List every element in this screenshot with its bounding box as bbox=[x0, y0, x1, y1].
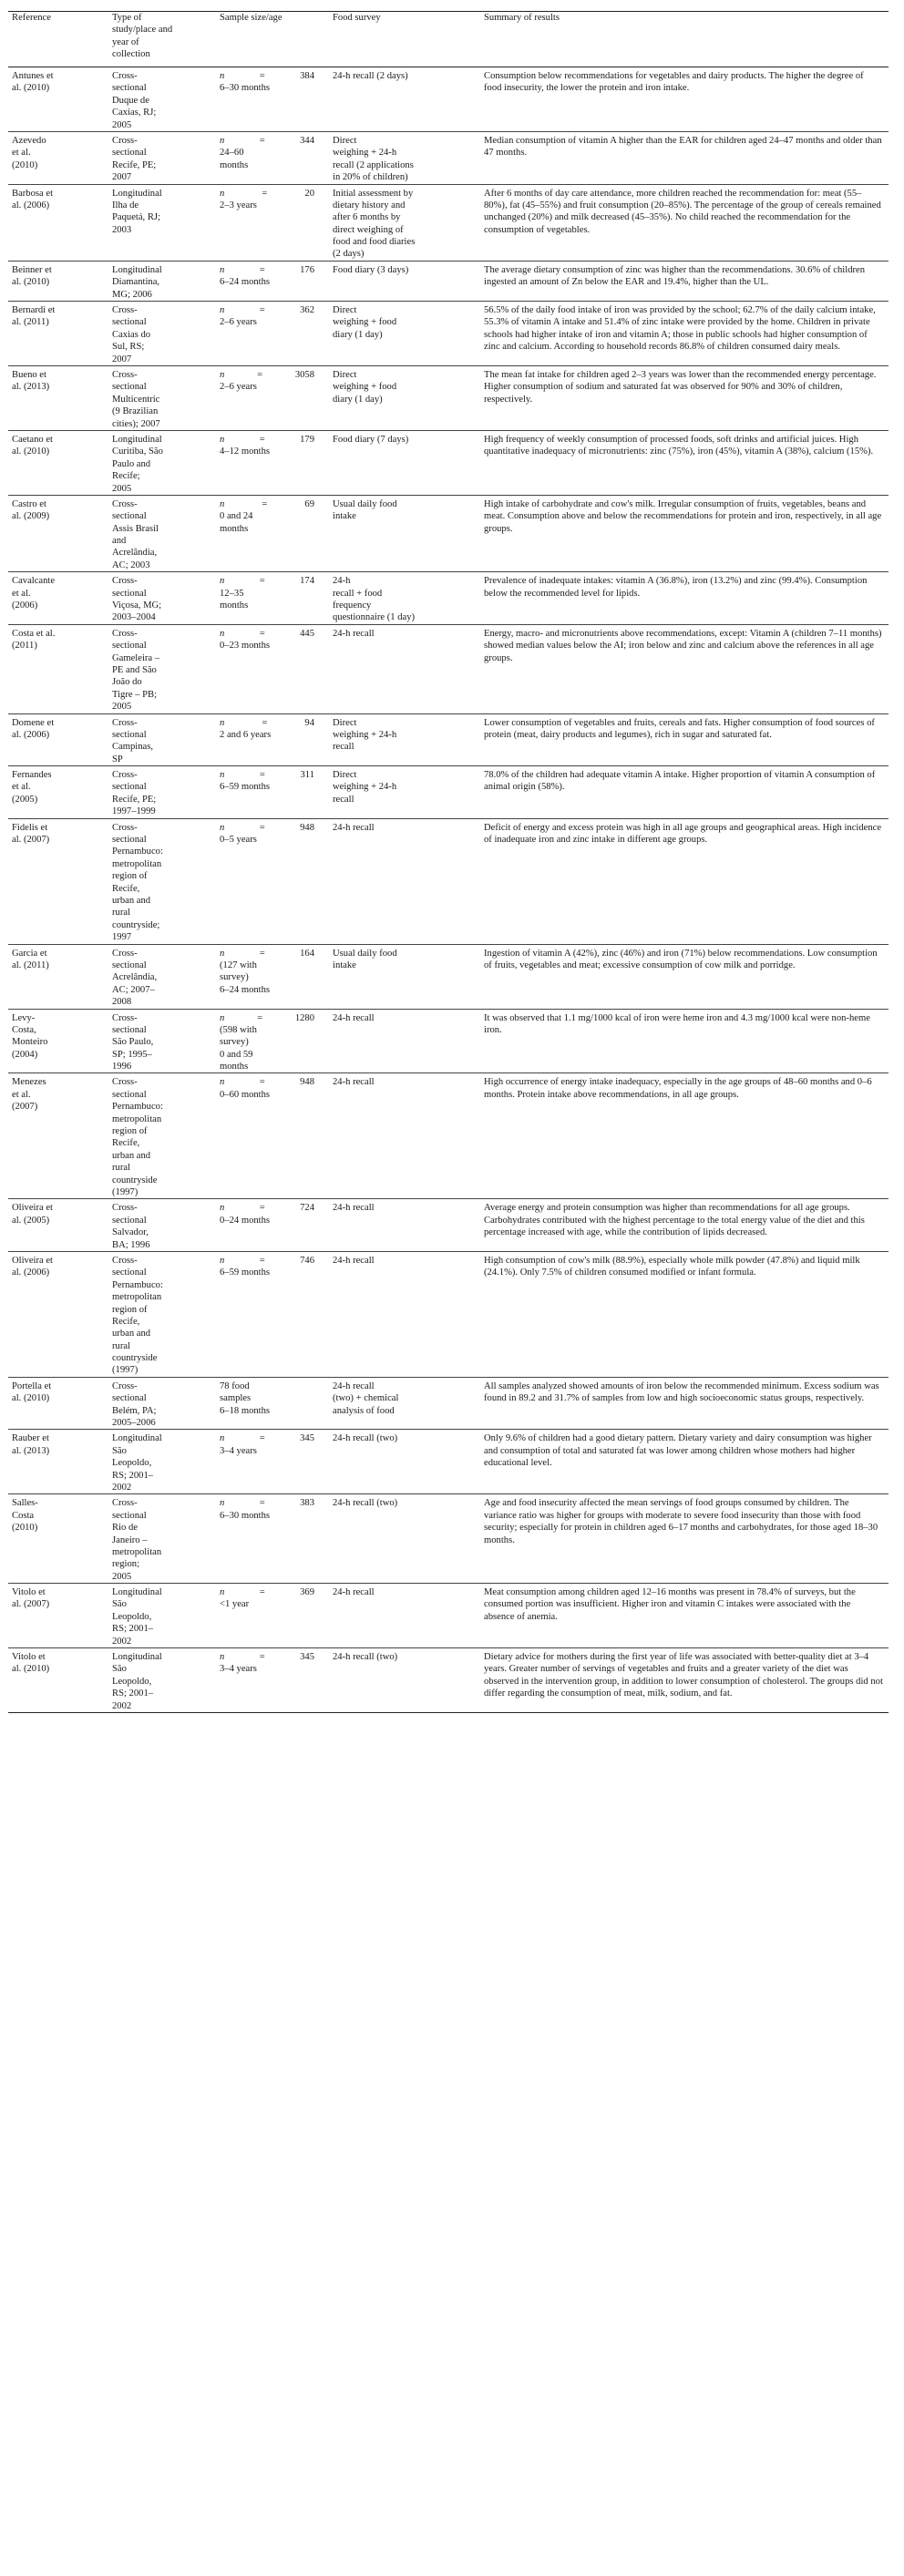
sample-age: 0 and 24 months bbox=[220, 511, 253, 534]
sample-size-cell bbox=[216, 430, 329, 495]
sample-size-cell bbox=[216, 302, 329, 366]
summary-cell: It was observed that 1.1 mg/1000 kcal of iron were heme iron and 4.3 mg/1000 kcal were non-heme iron. bbox=[480, 1009, 889, 1073]
study-type-cell: Longitudinal São Leopoldo, RS; 2001– 2002 bbox=[108, 1648, 216, 1713]
summary-cell: Consumption below recommendations for vegetables and dairy products. The higher the degree of food insecurity, the lower the protein and iron intake. bbox=[480, 67, 889, 132]
n-symbol: n bbox=[220, 1255, 225, 1266]
table-row bbox=[8, 365, 889, 430]
equals-symbol: = bbox=[262, 188, 268, 199]
sample-age: 24–60 months bbox=[220, 148, 249, 170]
summary-cell: After 6 months of day care attendance, more children reached the recommendation for: meat (55–80%), fat (45–55%) and fruit consumption (20–85%). The percentage of the group of cereals remained unchanged (20%) and milk decreased (45–35%). No child reached the recommendation for the consumption of vegetables. bbox=[480, 184, 889, 261]
table-row bbox=[8, 818, 889, 944]
study-type-cell: Cross- sectional Acrelândia, AC; 2007– 2008 bbox=[108, 944, 216, 1009]
table-row bbox=[8, 495, 889, 571]
sample-size-value: 174 bbox=[300, 576, 314, 587]
sample-size-value: 3058 bbox=[294, 369, 314, 380]
sample-size-line bbox=[220, 1651, 314, 1663]
sample-age: 0–5 years bbox=[220, 835, 257, 846]
n-symbol: n bbox=[220, 948, 225, 959]
header-study-type: Type of study/place and year of collection bbox=[108, 12, 216, 67]
study-type-cell: Longitudinal Ilha de Paquetá, RJ; 2003 bbox=[108, 184, 216, 261]
food-survey-cell: Food diary (3 days) bbox=[329, 261, 480, 301]
sample-size-value: 1280 bbox=[294, 1012, 314, 1023]
sample-size-value: 362 bbox=[300, 305, 314, 316]
n-symbol: n bbox=[220, 369, 225, 380]
sample-size-value: 345 bbox=[300, 1433, 314, 1444]
food-survey-cell: 24-h recall (two) bbox=[329, 1494, 480, 1584]
study-type-cell: Cross- sectional Campinas, SP bbox=[108, 713, 216, 766]
study-type-cell: Cross- sectional São Paulo, SP; 1995– 1996 bbox=[108, 1009, 216, 1073]
table-row bbox=[8, 67, 889, 132]
sample-age: 2–3 years bbox=[220, 200, 257, 210]
n-symbol: n bbox=[220, 434, 225, 445]
header-food-survey: Food survey bbox=[329, 12, 480, 67]
food-survey-cell: Direct weighing + 24-h recall (2 applications in 20% of children) bbox=[329, 131, 480, 184]
sample-size-line bbox=[220, 717, 314, 729]
sample-age: 2 and 6 years bbox=[220, 729, 272, 740]
sample-size-line bbox=[220, 304, 314, 316]
reference-cell: Azevedo et al. (2010) bbox=[8, 131, 108, 184]
sample-size-line bbox=[220, 628, 314, 640]
equals-symbol: = bbox=[262, 717, 268, 728]
sample-size-cell bbox=[216, 624, 329, 713]
sample-age: 0–60 months bbox=[220, 1089, 271, 1100]
food-survey-cell: 24-h recall (two) bbox=[329, 1430, 480, 1494]
food-survey-cell: 24-h recall bbox=[329, 624, 480, 713]
food-survey-cell: 24-h recall (two) bbox=[329, 1648, 480, 1713]
equals-symbol: = bbox=[259, 770, 265, 781]
reference-cell: Bueno et al. (2013) bbox=[8, 365, 108, 430]
header-row bbox=[8, 12, 889, 67]
equals-symbol: = bbox=[259, 1652, 265, 1663]
food-survey-cell: Direct weighing + food diary (1 day) bbox=[329, 302, 480, 366]
study-type-cell: Longitudinal São Leopoldo, RS; 2001– 2002 bbox=[108, 1430, 216, 1494]
equals-symbol: = bbox=[259, 1433, 265, 1444]
food-survey-cell: Direct weighing + food diary (1 day) bbox=[329, 365, 480, 430]
n-symbol: n bbox=[220, 135, 225, 146]
sample-size-line bbox=[220, 188, 314, 200]
table-row bbox=[8, 1073, 889, 1199]
n-symbol: n bbox=[220, 628, 225, 639]
table-row bbox=[8, 1430, 889, 1494]
equals-symbol: = bbox=[259, 434, 265, 445]
sample-size-cell bbox=[216, 131, 329, 184]
header-reference: Reference bbox=[8, 12, 108, 67]
summary-cell: The average dietary consumption of zinc was higher than the recommendations. 30.6% of children ingested an amount of Zn below the EAR and 19.4%, higher than the UL. bbox=[480, 261, 889, 301]
summary-cell: Only 9.6% of children had a good dietary pattern. Dietary variety and dairy consumption was higher and consumption of total and saturated fat was lower among children whose mothers had higher educational level. bbox=[480, 1430, 889, 1494]
sample-size-cell bbox=[216, 1494, 329, 1584]
n-symbol: n bbox=[220, 71, 225, 81]
summary-cell: High intake of carbohydrate and cow's milk. Irregular consumption of fruits, vegetables, beans and meat. Consumption above and below the recommendations for protein and iron, respectively, in all age groups. bbox=[480, 495, 889, 571]
summary-cell: High frequency of weekly consumption of processed foods, soft drinks and artificial juices. High quantitative inadequacy of micronutrients: zinc (75%), iron (45%), vitamin A (38%), calcium (15%). bbox=[480, 430, 889, 495]
equals-symbol: = bbox=[259, 71, 265, 81]
food-survey-cell: Initial assessment by dietary history and after 6 months by direct weighing of food and food diaries (2 days) bbox=[329, 184, 480, 261]
sample-size-line bbox=[220, 1202, 314, 1214]
reference-cell: Beinner et al. (2010) bbox=[8, 261, 108, 301]
sample-size-value: 369 bbox=[300, 1587, 314, 1598]
table-row bbox=[8, 624, 889, 713]
sample-size-cell bbox=[216, 495, 329, 571]
equals-symbol: = bbox=[262, 498, 268, 509]
sample-age: 3–4 years bbox=[220, 1445, 257, 1456]
table-row bbox=[8, 1009, 889, 1073]
reference-cell: Domene et al. (2006) bbox=[8, 713, 108, 766]
sample-age: 6–59 months bbox=[220, 1267, 271, 1278]
sample-size-cell bbox=[216, 1251, 329, 1377]
n-symbol: n bbox=[220, 576, 225, 587]
table-row bbox=[8, 1584, 889, 1648]
summary-cell: 78.0% of the children had adequate vitamin A intake. Higher proportion of vitamin A consumption of animal origin (58%). bbox=[480, 766, 889, 819]
sample-size-value: 176 bbox=[300, 264, 314, 275]
sample-size-value: 345 bbox=[300, 1652, 314, 1663]
n-symbol: n bbox=[220, 1012, 225, 1023]
summary-cell: High consumption of cow's milk (88.9%), especially whole milk powder (47.8%) and liquid milk (24.1%). Only 7.5% of children consumed modified or infant formula. bbox=[480, 1251, 889, 1377]
equals-symbol: = bbox=[259, 1077, 265, 1088]
sample-size-value: 384 bbox=[300, 71, 314, 81]
sample-size-line bbox=[220, 1432, 314, 1444]
header-summary: Summary of results bbox=[480, 12, 889, 67]
sample-age: 4–12 months bbox=[220, 446, 271, 457]
sample-size-line bbox=[220, 498, 314, 510]
sample-size-line bbox=[220, 1586, 314, 1598]
sample-size-value: 164 bbox=[300, 948, 314, 959]
sample-size-value: 20 bbox=[304, 188, 314, 199]
study-type-cell: Longitudinal São Leopoldo, RS; 2001– 2002 bbox=[108, 1584, 216, 1648]
equals-symbol: = bbox=[259, 576, 265, 587]
sample-age: 3–4 years bbox=[220, 1664, 257, 1675]
food-survey-cell: 24-h recall bbox=[329, 1073, 480, 1199]
sample-age: (127 with survey) 6–24 months bbox=[220, 960, 271, 995]
equals-symbol: = bbox=[259, 822, 265, 833]
summary-cell: Energy, macro- and micronutrients above recommendations, except: Vitamin A (children 7–11 months) showed median values below the AI; iron below and zinc and calcium above the references in all age groups. bbox=[480, 624, 889, 713]
sample-size-value: 948 bbox=[300, 1077, 314, 1088]
n-symbol: n bbox=[220, 770, 225, 781]
equals-symbol: = bbox=[259, 1203, 265, 1214]
study-type-cell: Cross- sectional Recife, PE; 2007 bbox=[108, 131, 216, 184]
sample-age: 2–6 years bbox=[220, 382, 257, 393]
sample-size-cell: 78 food samples 6–18 months bbox=[216, 1377, 329, 1430]
reference-cell: Menezes et al. (2007) bbox=[8, 1073, 108, 1199]
reference-cell: Fidelis et al. (2007) bbox=[8, 818, 108, 944]
sample-size-value: 344 bbox=[300, 135, 314, 146]
header-sample-size: Sample size/age bbox=[216, 12, 329, 67]
sample-age: 12–35 months bbox=[220, 588, 249, 611]
sample-size-line bbox=[220, 135, 314, 147]
study-type-cell: Cross- sectional Viçosa, MG; 2003–2004 bbox=[108, 572, 216, 625]
summary-cell: All samples analyzed showed amounts of iron below the recommended minimum. Excess sodium was found in 89.2 and 31.7% of samples from low and high socioeconomic status groups, respectively. bbox=[480, 1377, 889, 1430]
sample-size-cell bbox=[216, 1430, 329, 1494]
study-type-cell: Longitudinal Diamantina, MG; 2006 bbox=[108, 261, 216, 301]
summary-cell: Meat consumption among children aged 12–16 months was present in 78.4% of surveys, but the consumed portion was insufficient. Higher iron and vitamin C intakes were associated with the absence of anemia. bbox=[480, 1584, 889, 1648]
food-survey-cell: 24-h recall bbox=[329, 1199, 480, 1252]
equals-symbol: = bbox=[257, 1012, 263, 1023]
sample-size-cell bbox=[216, 1648, 329, 1713]
equals-symbol: = bbox=[259, 1498, 265, 1509]
reference-cell: Cavalcante et al. (2006) bbox=[8, 572, 108, 625]
summary-cell: Age and food insecurity affected the mean servings of food groups consumed by children. The variance ratio was higher for groups with moderate to severe food insecurity than those with food security; especially for protein in children aged 6–17 months and carbohydrates, for those aged 18–30 months. bbox=[480, 1494, 889, 1584]
sample-size-value: 94 bbox=[304, 717, 314, 728]
n-symbol: n bbox=[220, 305, 225, 316]
table-row bbox=[8, 131, 889, 184]
study-type-cell: Cross- sectional Pernambuco: metropolitan region of Recife, urban and rural countryside; 1997 bbox=[108, 818, 216, 944]
sample-size-cell bbox=[216, 261, 329, 301]
sample-size-line bbox=[220, 1255, 314, 1267]
studies-table-container bbox=[8, 11, 889, 1713]
reference-cell: Costa et al. (2011) bbox=[8, 624, 108, 713]
table-header bbox=[8, 12, 889, 67]
n-symbol: n bbox=[220, 822, 225, 833]
sample-size-cell bbox=[216, 1199, 329, 1252]
study-type-cell: Cross- sectional Caxias do Sul, RS; 2007 bbox=[108, 302, 216, 366]
sample-size-line bbox=[220, 575, 314, 587]
reference-cell: Oliveira et al. (2005) bbox=[8, 1199, 108, 1252]
sample-size-value: 311 bbox=[300, 770, 314, 781]
reference-cell: Bernardi et al. (2011) bbox=[8, 302, 108, 366]
sample-age: 2–6 years bbox=[220, 317, 257, 328]
sample-size-value: 179 bbox=[300, 434, 314, 445]
equals-symbol: = bbox=[257, 369, 263, 380]
food-survey-cell: 24-h recall bbox=[329, 818, 480, 944]
n-symbol: n bbox=[220, 498, 225, 509]
table-row bbox=[8, 944, 889, 1009]
n-symbol: n bbox=[220, 1652, 225, 1663]
sample-size-cell bbox=[216, 67, 329, 132]
food-survey-cell: Usual daily food intake bbox=[329, 944, 480, 1009]
table-row bbox=[8, 1648, 889, 1713]
food-survey-cell: 24-h recall bbox=[329, 1009, 480, 1073]
reference-cell: Antunes et al. (2010) bbox=[8, 67, 108, 132]
summary-cell: Deficit of energy and excess protein was high in all age groups and geographical areas. High incidence of inadequate iron and zinc intake in different age groups. bbox=[480, 818, 889, 944]
sample-size-line bbox=[220, 1076, 314, 1088]
reference-cell: Salles- Costa (2010) bbox=[8, 1494, 108, 1584]
n-symbol: n bbox=[220, 1433, 225, 1444]
sample-age: 0–24 months bbox=[220, 1215, 271, 1226]
reference-cell: Garcia et al. (2011) bbox=[8, 944, 108, 1009]
table-row bbox=[8, 184, 889, 261]
n-symbol: n bbox=[220, 1077, 225, 1088]
study-type-cell: Cross- sectional Rio de Janeiro – metropolitan region; 2005 bbox=[108, 1494, 216, 1584]
table-row bbox=[8, 766, 889, 819]
sample-age: 6–30 months bbox=[220, 1510, 271, 1521]
sample-age: 0–23 months bbox=[220, 641, 271, 652]
study-type-cell: Cross- sectional Salvador, BA; 1996 bbox=[108, 1199, 216, 1252]
food-survey-cell: 24-h recall (two) + chemical analysis of food bbox=[329, 1377, 480, 1430]
sample-size-line bbox=[220, 369, 314, 381]
n-symbol: n bbox=[220, 717, 225, 728]
sample-age: <1 year bbox=[220, 1599, 250, 1610]
summary-cell: Lower consumption of vegetables and fruits, cereals and fats. Higher consumption of food sources of protein (meat, dairy products and legumes), rich in sugar and saturated fat. bbox=[480, 713, 889, 766]
sample-size-cell bbox=[216, 1073, 329, 1199]
summary-cell: 56.5% of the daily food intake of iron was provided by the school; 62.7% of the daily calcium intake, 55.3% of vitamin A intake and 51.4% of zinc intake were provided by the home. Children in private schools had higher intake of iron and vitamin A; those in public schools had higher consumption of zinc and calcium. According to household records 86.8% of children consumed dairy meals. bbox=[480, 302, 889, 366]
food-survey-cell: 24-h recall (2 days) bbox=[329, 67, 480, 132]
sample-age: 6–59 months bbox=[220, 782, 271, 793]
summary-cell: Ingestion of vitamin A (42%), zinc (46%) and iron (71%) below recommendations. Low consumption of fruits, vegetables and meat; excessive consumption of cow milk and porridge. bbox=[480, 944, 889, 1009]
table-row bbox=[8, 1494, 889, 1584]
equals-symbol: = bbox=[259, 135, 265, 146]
equals-symbol: = bbox=[259, 948, 265, 959]
studies-table bbox=[8, 11, 889, 1713]
study-type-cell: Cross- sectional Gameleira – PE and São João do Tigre – PB; 2005 bbox=[108, 624, 216, 713]
sample-age: 6–24 months bbox=[220, 277, 271, 288]
sample-size-value: 69 bbox=[304, 498, 314, 509]
summary-cell: Dietary advice for mothers during the first year of life was associated with better-quality diet at 3–4 years. Greater number of servings of vegetables and fruits and a greater variety of the diet was observed in the intervention group, in addition to lower consumption of cholesterol. The groups did not differ regarding the consumption of meat, milk, sodium, and fat. bbox=[480, 1648, 889, 1713]
study-type-cell: Cross- sectional Pernambuco: metropolitan region of Recife, urban and rural countryside (1997) bbox=[108, 1251, 216, 1377]
study-type-cell: Cross- sectional Belém, PA; 2005–2006 bbox=[108, 1377, 216, 1430]
sample-size-line bbox=[220, 1497, 314, 1509]
summary-cell: The mean fat intake for children aged 2–3 years was lower than the recommended energy percentage. Higher consumption of sodium and saturated fat was observed for 90% and 30% of children, respectively. bbox=[480, 365, 889, 430]
table-row bbox=[8, 572, 889, 625]
reference-cell: Levy- Costa, Monteiro (2004) bbox=[8, 1009, 108, 1073]
table-row bbox=[8, 302, 889, 366]
n-symbol: n bbox=[220, 1587, 225, 1598]
equals-symbol: = bbox=[259, 1587, 265, 1598]
table-row bbox=[8, 713, 889, 766]
food-survey-cell: 24-h recall + food frequency questionnaire (1 day) bbox=[329, 572, 480, 625]
sample-size-cell bbox=[216, 944, 329, 1009]
sample-size-cell bbox=[216, 184, 329, 261]
table-row bbox=[8, 1377, 889, 1430]
n-symbol: n bbox=[220, 188, 225, 199]
sample-size-line bbox=[220, 948, 314, 960]
table-row bbox=[8, 1251, 889, 1377]
equals-symbol: = bbox=[259, 1255, 265, 1266]
reference-cell: Caetano et al. (2010) bbox=[8, 430, 108, 495]
study-type-cell: Cross- sectional Pernambuco: metropolitan region of Recife, urban and rural countryside (1997) bbox=[108, 1073, 216, 1199]
sample-size-cell bbox=[216, 1009, 329, 1073]
equals-symbol: = bbox=[259, 264, 265, 275]
food-survey-cell: Direct weighing + 24-h recall bbox=[329, 713, 480, 766]
study-type-cell: Cross- sectional Assis Brasil and Acrelândia, AC; 2003 bbox=[108, 495, 216, 571]
sample-size-value: 746 bbox=[300, 1255, 314, 1266]
summary-cell: Prevalence of inadequate intakes: vitamin A (36.8%), iron (13.2%) and zinc (99.4%). Consumption below the recommended level for lipids. bbox=[480, 572, 889, 625]
sample-size-cell bbox=[216, 572, 329, 625]
sample-size-line bbox=[220, 822, 314, 834]
n-symbol: n bbox=[220, 264, 225, 275]
sample-size-line bbox=[220, 264, 314, 276]
sample-age: 6–30 months bbox=[220, 83, 271, 94]
summary-cell: High occurrence of energy intake inadequacy, especially in the age groups of 48–60 months and 0–6 months. Protein intake above recommendations, in all age groups. bbox=[480, 1073, 889, 1199]
n-symbol: n bbox=[220, 1498, 225, 1509]
table-body bbox=[8, 67, 889, 1713]
table-row bbox=[8, 1199, 889, 1252]
n-symbol: n bbox=[220, 1203, 225, 1214]
summary-cell: Average energy and protein consumption was higher than recommendations for all age groups. Carbohydrates contributed with the highest percentage to the total energy value of the diet and this percentage increased with age, while the contribution of lipids decreased. bbox=[480, 1199, 889, 1252]
table-row bbox=[8, 261, 889, 301]
sample-size-value: 383 bbox=[300, 1498, 314, 1509]
food-survey-cell: Usual daily food intake bbox=[329, 495, 480, 571]
food-survey-cell: 24-h recall bbox=[329, 1251, 480, 1377]
food-survey-cell: Food diary (7 days) bbox=[329, 430, 480, 495]
reference-cell: Fernandes et al. (2005) bbox=[8, 766, 108, 819]
equals-symbol: = bbox=[259, 305, 265, 316]
sample-size-cell bbox=[216, 713, 329, 766]
sample-size-value: 948 bbox=[300, 822, 314, 833]
sample-size-cell bbox=[216, 365, 329, 430]
table-row bbox=[8, 430, 889, 495]
study-type-cell: Cross- sectional Multicentric (9 Brazilian cities); 2007 bbox=[108, 365, 216, 430]
sample-size-cell bbox=[216, 818, 329, 944]
study-type-cell: Cross- sectional Duque de Caxias, RJ; 2005 bbox=[108, 67, 216, 132]
sample-size-value: 445 bbox=[300, 628, 314, 639]
reference-cell: Barbosa et al. (2006) bbox=[8, 184, 108, 261]
food-survey-cell: Direct weighing + 24-h recall bbox=[329, 766, 480, 819]
sample-size-line bbox=[220, 434, 314, 446]
reference-cell: Oliveira et al. (2006) bbox=[8, 1251, 108, 1377]
sample-size-line bbox=[220, 1012, 314, 1024]
summary-cell: Median consumption of vitamin A higher than the EAR for children aged 24–47 months and older than 47 months. bbox=[480, 131, 889, 184]
reference-cell: Vitolo et al. (2007) bbox=[8, 1584, 108, 1648]
study-type-cell: Cross- sectional Recife, PE; 1997–1999 bbox=[108, 766, 216, 819]
sample-size-cell bbox=[216, 766, 329, 819]
food-survey-cell: 24-h recall bbox=[329, 1584, 480, 1648]
sample-size-cell bbox=[216, 1584, 329, 1648]
study-type-cell: Longitudinal Curitiba, São Paulo and Recife; 2005 bbox=[108, 430, 216, 495]
equals-symbol: = bbox=[259, 628, 265, 639]
reference-cell: Rauber et al. (2013) bbox=[8, 1430, 108, 1494]
sample-age: (598 with survey) 0 and 59 months bbox=[220, 1024, 257, 1072]
sample-size-value: 724 bbox=[300, 1203, 314, 1214]
reference-cell: Portella et al. (2010) bbox=[8, 1377, 108, 1430]
sample-size-line bbox=[220, 70, 314, 82]
reference-cell: Vitolo et al. (2010) bbox=[8, 1648, 108, 1713]
sample-size-line bbox=[220, 769, 314, 781]
reference-cell: Castro et al. (2009) bbox=[8, 495, 108, 571]
